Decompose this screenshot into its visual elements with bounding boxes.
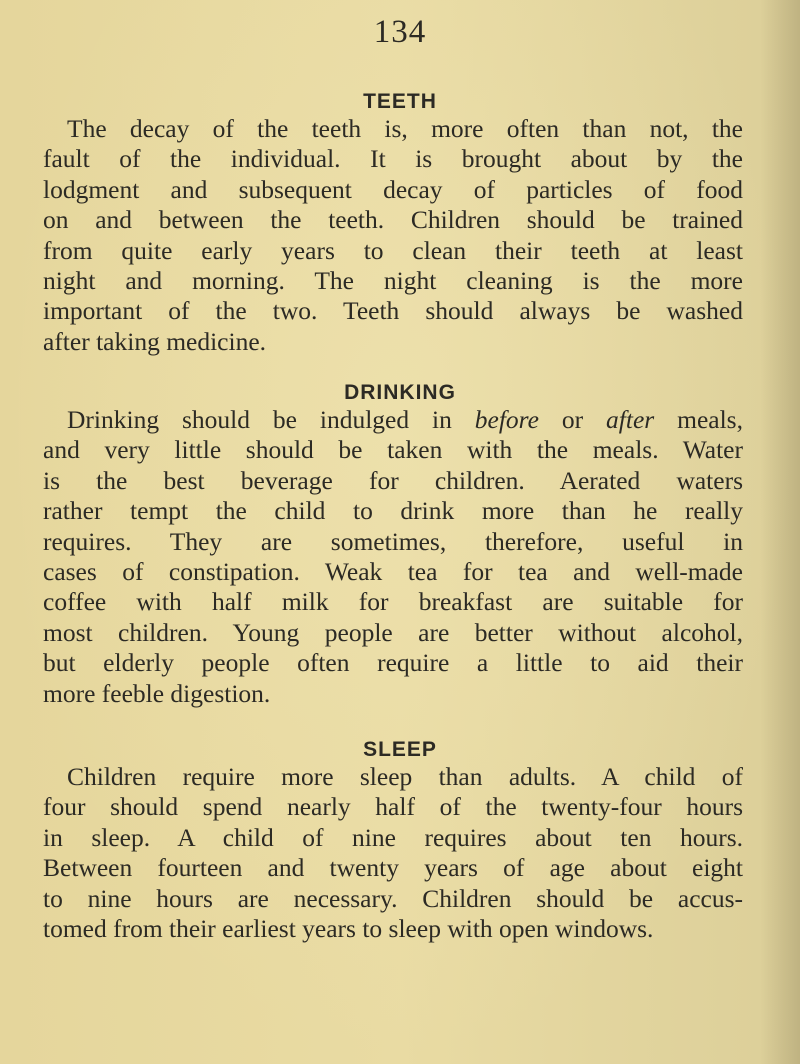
text-line: night and morning. The night cleaning is the more — [43, 266, 743, 296]
text-line: from quite early years to clean their teeth at least — [43, 235, 743, 265]
text-line: most children. Young people are better without alcohol, — [43, 617, 743, 647]
text-line: cases of constipation. Weak tea for tea and well-made — [43, 557, 743, 587]
paragraph-teeth — [43, 114, 743, 357]
text-line: in sleep. A child of nine requires about ten hours. — [43, 822, 743, 852]
paragraph-drinking — [43, 405, 743, 709]
text-line: coffee with half milk for breakfast are suitable for — [43, 587, 743, 617]
text-line: more feeble digestion. — [43, 678, 271, 708]
text-line: four should spend nearly half of the twenty-four hours — [43, 792, 743, 822]
emphasis-before: before — [474, 405, 539, 434]
text-line: The decay of the teeth is, more often than not, the — [67, 114, 743, 143]
page-edge-shadow — [760, 0, 800, 1064]
paragraph-sleep — [43, 762, 743, 944]
text-line: lodgment and subsequent decay of particles of food — [43, 174, 743, 204]
text-line: tomed from their earliest years to sleep with open windows. — [43, 914, 654, 944]
heading-sleep: SLEEP — [363, 738, 437, 761]
text-line: after taking medicine. — [43, 326, 267, 356]
heading-teeth: TEETH — [363, 90, 437, 113]
text-line: fault of the individual. It is brought about by the — [43, 144, 743, 174]
text-line: Children require more sleep than adults. A child of — [67, 762, 743, 791]
text-run: Drinking should be indulged in — [67, 405, 475, 434]
text-line: important of the two. Teeth should always be washed — [43, 296, 743, 326]
text-line: requires. They are sometimes, therefore, useful in — [43, 526, 743, 556]
text-line: rather tempt the child to drink more than he really — [43, 496, 743, 526]
emphasis-after: after — [606, 405, 655, 434]
text-line: Between fourteen and twenty years of age about eight — [43, 853, 743, 883]
page-number: 134 — [373, 14, 427, 50]
text-line: is the best beverage for children. Aerated waters — [43, 465, 743, 495]
text-run: meals, — [654, 405, 743, 434]
text-line — [43, 405, 743, 435]
heading-drinking: DRINKING — [344, 381, 456, 404]
text-line: on and between the teeth. Children should be trained — [43, 205, 743, 235]
text-run: or — [538, 405, 607, 434]
text-line: and very little should be taken with the meals. Water — [43, 435, 743, 465]
text-line: to nine hours are necessary. Children should be accus- — [43, 883, 743, 913]
text-line: but elderly people often require a little to aid their — [43, 648, 743, 678]
